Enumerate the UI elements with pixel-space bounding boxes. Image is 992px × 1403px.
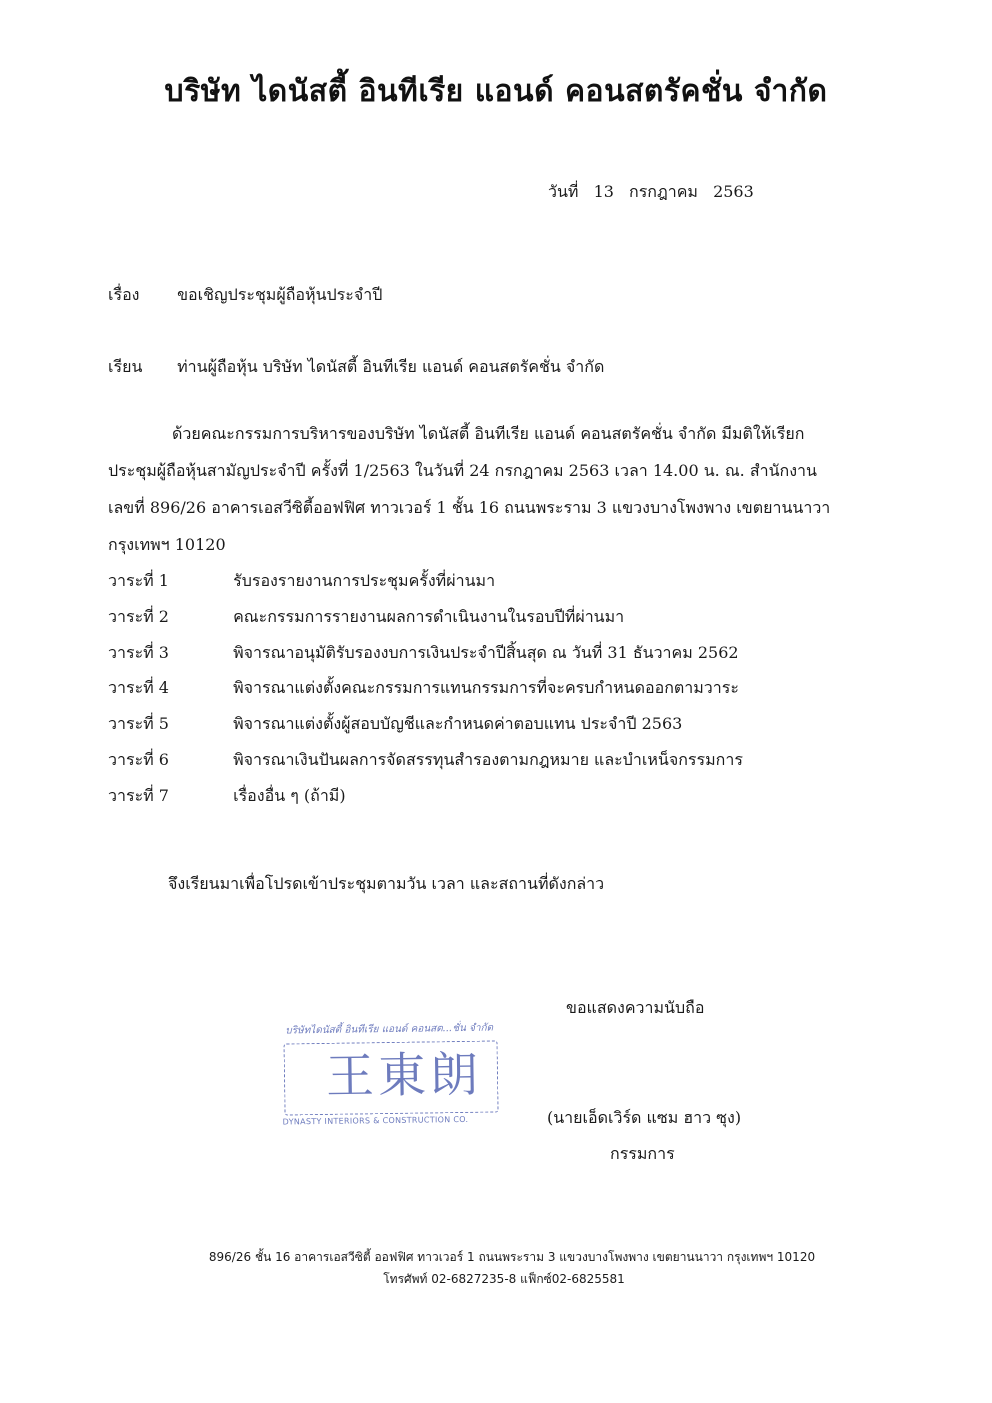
recipient-label: เรียน — [108, 357, 143, 376]
agenda-number: วาระที่ 5 — [108, 714, 169, 734]
closing-sentence: จึงเรียนมาเพื่อโปรดเข้าประชุมตามวัน เวลา และสถานที่ดังกล่าว — [168, 874, 605, 893]
body-line: ประชุมผู้ถือหุ้นสามัญประจำปี ครั้งที่ 1/2563 ในวันที่ 24 กรกฎาคม 2563 เวลา 14.00 น. ณ. สำนักงาน — [108, 461, 817, 480]
agenda-number: วาระที่ 4 — [108, 678, 169, 698]
agenda-number: วาระที่ 2 — [108, 606, 169, 626]
agenda-item — [108, 638, 743, 674]
agenda-item — [108, 673, 743, 709]
footer-phone: โทรศัพท์ 02-6827235-8 แฟ็กซ์02-6825581 — [383, 1272, 625, 1286]
body-line: เลขที่ 896/26 อาคารเอสวีซิตี้ออฟฟิศ ทาวเวอร์ 1 ชั้น 16 ถนนพระราม 3 แขวงบางโพงพาง เขตยานนาวา — [108, 498, 831, 517]
recipient-text: ท่านผู้ถือหุ้น บริษัท ไดนัสตี้ อินทีเรีย แอนด์ คอนสตรัคชั่น จำกัด — [177, 357, 605, 376]
agenda-item — [108, 745, 743, 781]
agenda-number: วาระที่ 1 — [108, 571, 169, 590]
date-day: 13 — [593, 182, 614, 201]
company-seal-stamp — [277, 1018, 504, 1131]
agenda-text: คณะกรรมการรายงานผลการดำเนินงานในรอบปีที่ผ่านมา — [233, 606, 625, 626]
respect-line: ขอแสดงความนับถือ — [566, 998, 705, 1017]
date-month: กรกฎาคม — [629, 182, 698, 201]
agenda-item — [108, 602, 743, 638]
recipient-row — [108, 355, 604, 380]
agenda-list — [108, 566, 743, 817]
date-label: วันที่ — [548, 182, 579, 201]
agenda-number: วาระที่ 6 — [108, 749, 169, 769]
agenda-text: พิจารณาเงินปันผลการจัดสรรทุนสำรองตามกฎหมาย และบำเหน็จกรรมการ — [233, 749, 743, 769]
agenda-text: พิจารณาแต่งตั้งผู้สอบบัญชีและกำหนดค่าตอบแทน ประจำปี 2563 — [233, 714, 683, 734]
company-letterhead: บริษัท ไดนัสตี้ อินทีเรีย แอนด์ คอนสตรัคชั่น จำกัด — [164, 74, 828, 109]
agenda-number: วาระที่ 7 — [108, 785, 169, 805]
letter-date — [548, 180, 764, 205]
subject-label: เรื่อง — [108, 285, 140, 304]
footer — [0, 1246, 992, 1290]
stamp-english-name: DYNASTY INTERIORS & CONSTRUCTION CO. — [282, 1114, 469, 1127]
agenda-text: เรื่องอื่น ๆ (ถ้ามี) — [233, 785, 346, 805]
subject-row — [108, 283, 382, 308]
agenda-number: วาระที่ 3 — [108, 642, 169, 662]
agenda-item — [108, 781, 743, 817]
date-year: 2563 — [713, 182, 754, 201]
signer-position: กรรมการ — [610, 1144, 675, 1163]
agenda-item — [108, 566, 743, 602]
agenda-item — [108, 709, 743, 745]
stamp-chinese-characters: 王東朗 — [325, 1046, 483, 1105]
agenda-text: พิจารณาแต่งตั้งคณะกรรมการแทนกรรมการที่จะครบกำหนดออกตามวาระ — [233, 678, 739, 698]
subject-text: ขอเชิญประชุมผู้ถือหุ้นประจำปี — [177, 285, 383, 304]
stamp-company-name: บริษัทไดนัสตี้ อินทีเรีย แอนด์ คอนสต...ชั่น จำกัด — [285, 1022, 494, 1037]
agenda-text: รับรองรายงานการประชุมครั้งที่ผ่านมา — [233, 571, 496, 590]
body-line: กรุงเทพฯ 10120 — [108, 535, 226, 554]
body-paragraph — [108, 415, 853, 563]
body-line: ด้วยคณะกรรมการบริหารของบริษัท ไดนัสตี้ อินทีเรีย แอนด์ คอนสตรัคชั่น จำกัด มีมติให้เรียก — [172, 424, 805, 443]
agenda-text: พิจารณาอนุมัติรับรองงบการเงินประจำปีสิ้นสุด ณ วันที่ 31 ธันวาคม 2562 — [233, 642, 739, 662]
signer-name: (นายเอ็ดเวิร์ด แซม ฮาว ซุง) — [547, 1108, 742, 1127]
footer-address: 896/26 ชั้น 16 อาคารเอสวีซิตี้ ออฟฟิศ ทาวเวอร์ 1 ถนนพระราม 3 แขวงบางโพงพาง เขตยานนาวา กรุงเทพฯ 10120 — [208, 1250, 816, 1264]
